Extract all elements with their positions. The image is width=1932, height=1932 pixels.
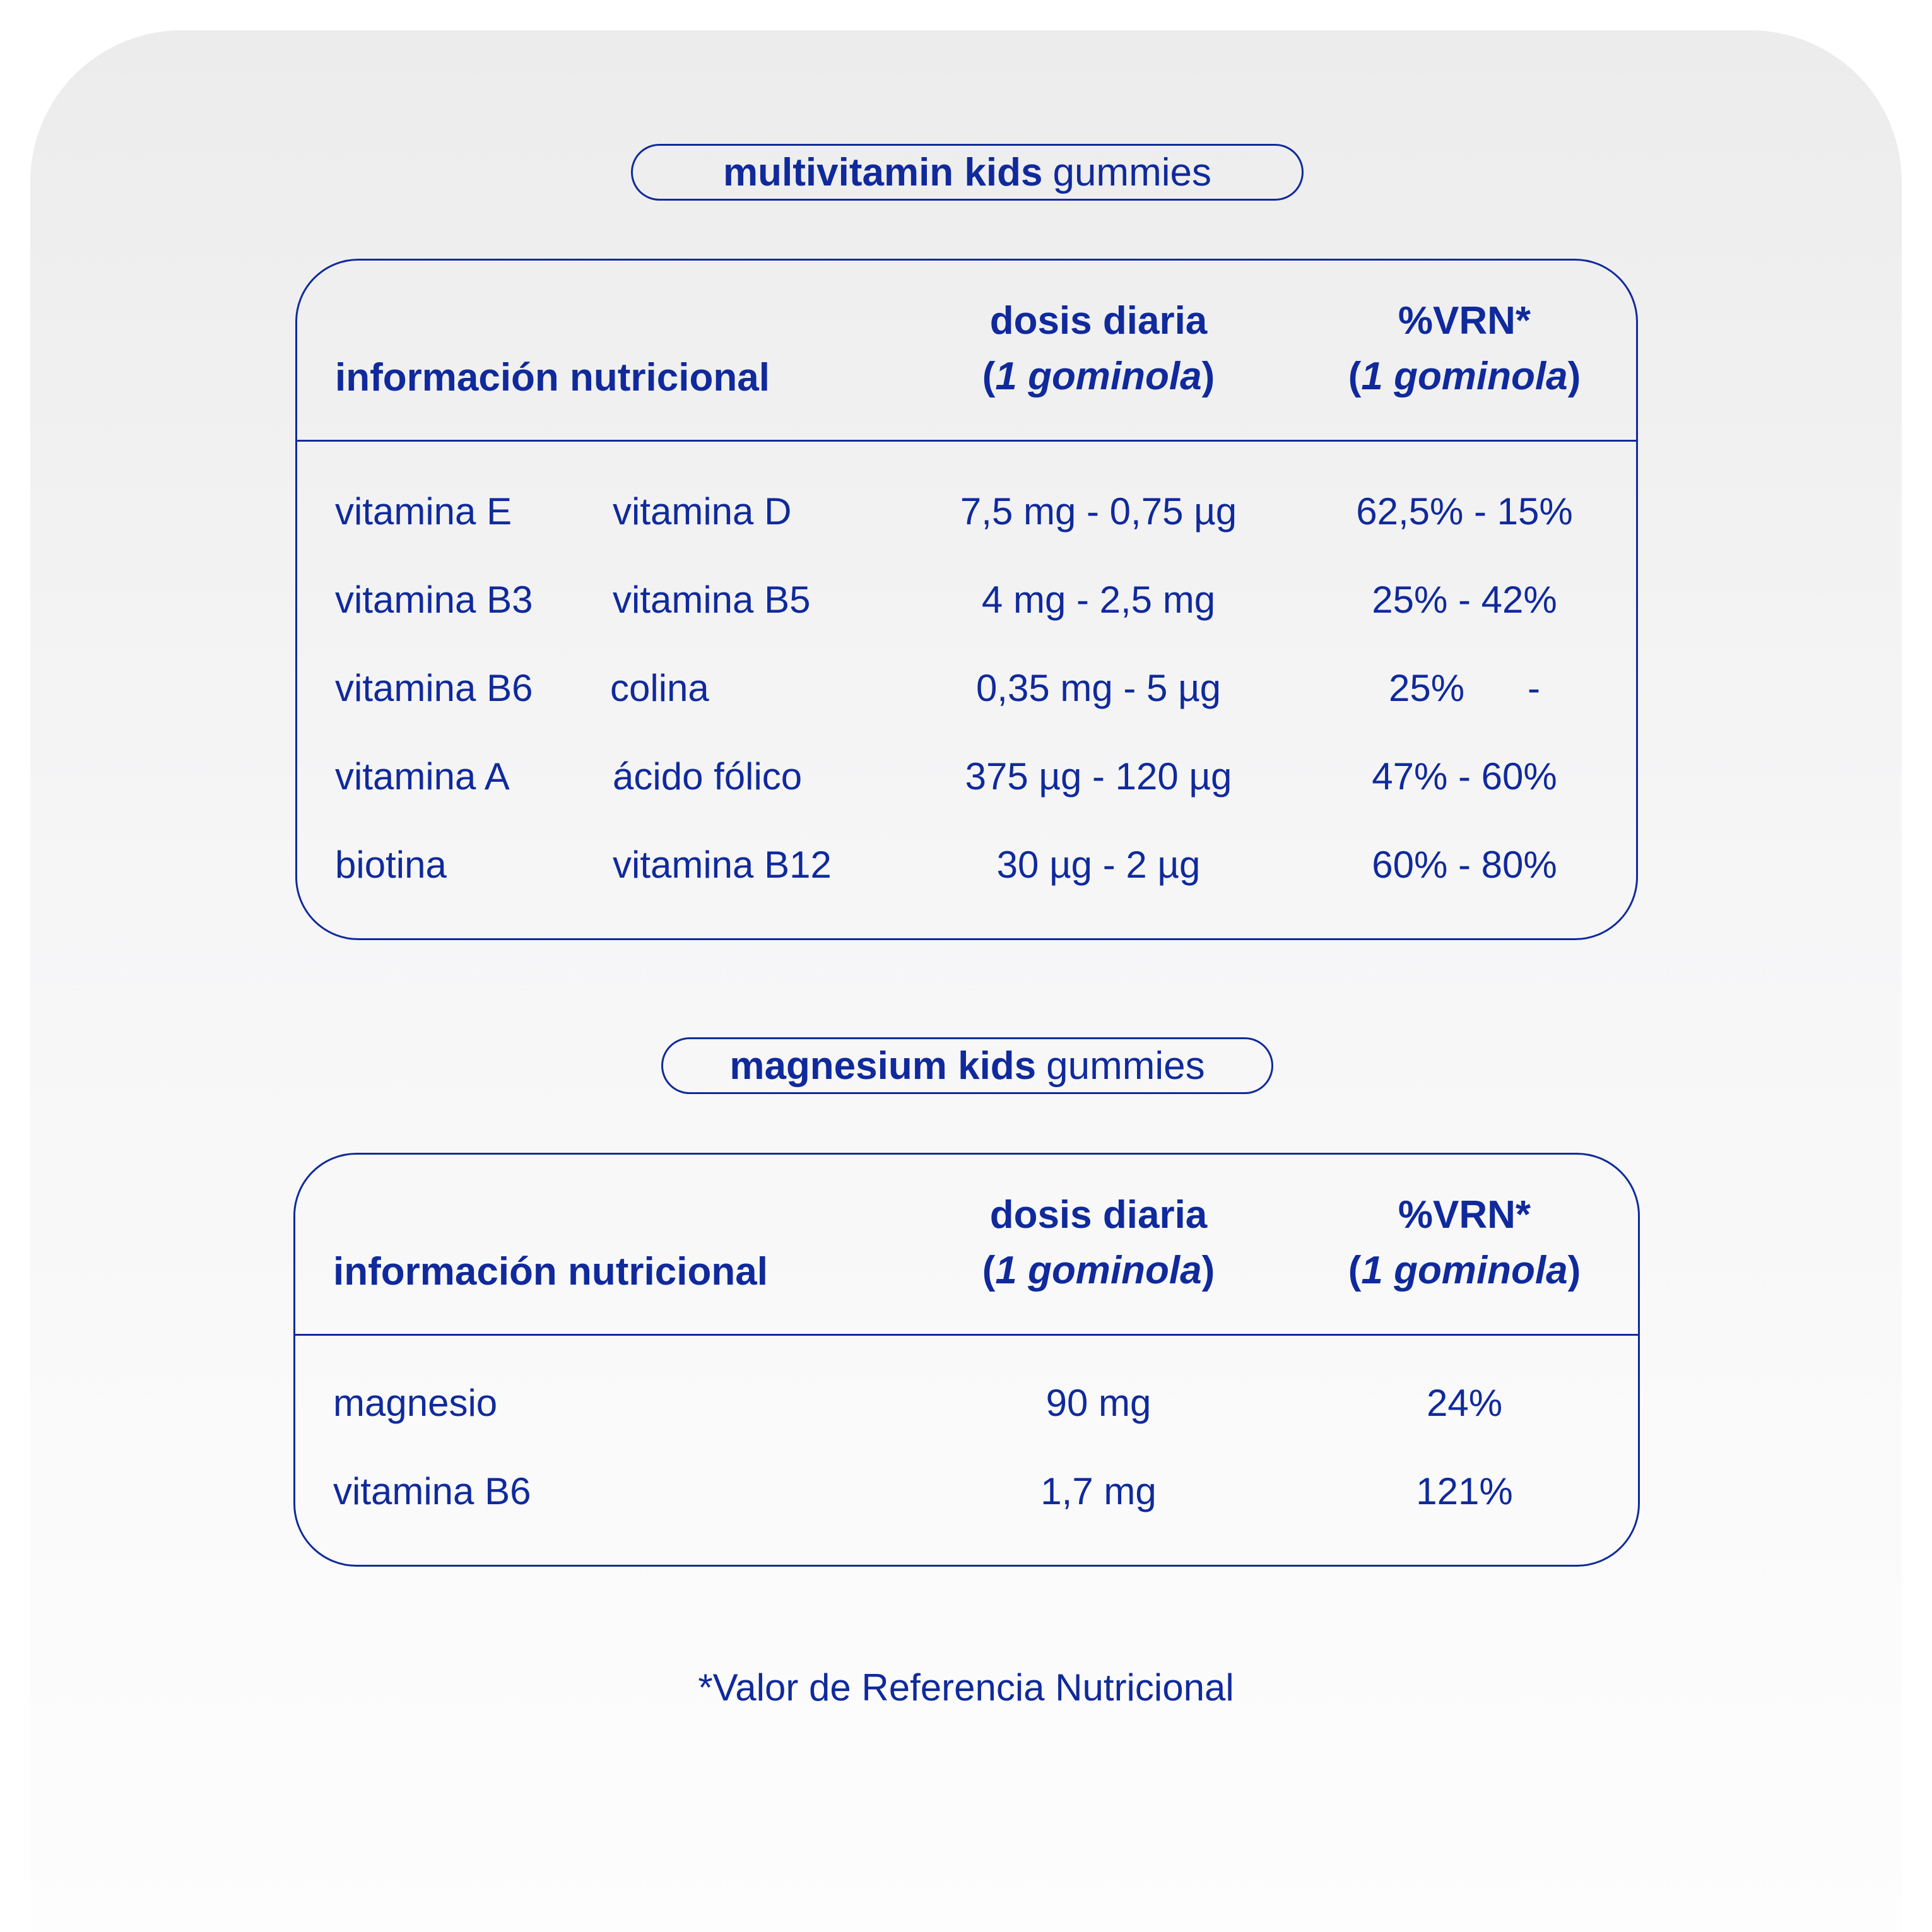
nutrient-name-a: vitamina B6: [335, 667, 533, 709]
nutrient-name-b: vitamina B5: [613, 579, 811, 621]
magnesium-title-bold: magnesium kids: [729, 1044, 1037, 1088]
header-dosis-diaria: dosis diaria (1 gominola): [982, 299, 1215, 398]
nutrient-vrn: 25% - 42%: [1372, 579, 1557, 621]
nutrient-vrn: 25% -: [1388, 667, 1541, 709]
header-vrn: %VRN* (1 gominola): [1348, 299, 1581, 398]
multivitamin-title-badge: [631, 144, 1304, 201]
multivitamin-title-bold: multivitamin kids: [723, 150, 1043, 194]
magnesium-title-light: gummies: [1046, 1044, 1205, 1088]
multivitamin-table-header: [297, 261, 1636, 442]
nutrient-dose: 4 mg - 2,5 mg: [981, 579, 1216, 621]
magnesium-table-header: [295, 1155, 1638, 1336]
nutrient-dose: 0,35 mg - 5 µg: [975, 667, 1222, 709]
nutrient-dose: 375 µg - 120 µg: [965, 755, 1232, 798]
nutrient-name-b: ácido fólico: [613, 755, 803, 798]
nutrient-dose: 30 µg - 2 µg: [996, 844, 1201, 886]
header-dosis-diaria: dosis diaria (1 gominola): [982, 1193, 1215, 1292]
nutrient-vrn: 60% - 80%: [1372, 844, 1557, 886]
nutrient-dose: 90 mg: [1046, 1382, 1152, 1424]
nutrient-name: magnesio: [333, 1382, 498, 1424]
nutrient-name-a: biotina: [335, 844, 447, 886]
header-info-nutricional: información nutricional: [335, 356, 770, 399]
nutrient-name: vitamina B6: [333, 1470, 531, 1512]
multivitamin-title-light: gummies: [1052, 150, 1211, 194]
nutrient-dose: 7,5 mg - 0,75 µg: [960, 490, 1237, 533]
nutrient-name-a: vitamina E: [335, 490, 512, 533]
nutrient-name-a: vitamina B3: [335, 579, 533, 621]
header-info-nutricional: información nutricional: [333, 1250, 768, 1293]
nutrient-vrn: 121%: [1416, 1470, 1513, 1512]
header-vrn: %VRN* (1 gominola): [1348, 1193, 1581, 1292]
nutrient-dose: 1,7 mg: [1040, 1470, 1157, 1512]
nutrient-vrn: 62,5% - 15%: [1356, 490, 1573, 533]
footnote: *Valor de Referencia Nutricional: [698, 1666, 1234, 1709]
nutrient-vrn: 24%: [1426, 1382, 1503, 1424]
nutrient-vrn: 47% - 60%: [1372, 755, 1557, 798]
magnesium-title-badge: [661, 1037, 1273, 1094]
nutrient-name-a: vitamina A: [335, 755, 510, 798]
multivitamin-nutrition-table: [295, 259, 1638, 940]
magnesium-nutrition-table: [293, 1153, 1640, 1567]
nutrient-name-b: vitamina B12: [613, 844, 832, 886]
nutrient-name-b: vitamina D: [613, 490, 792, 533]
nutrient-name-b: colina: [610, 667, 709, 709]
